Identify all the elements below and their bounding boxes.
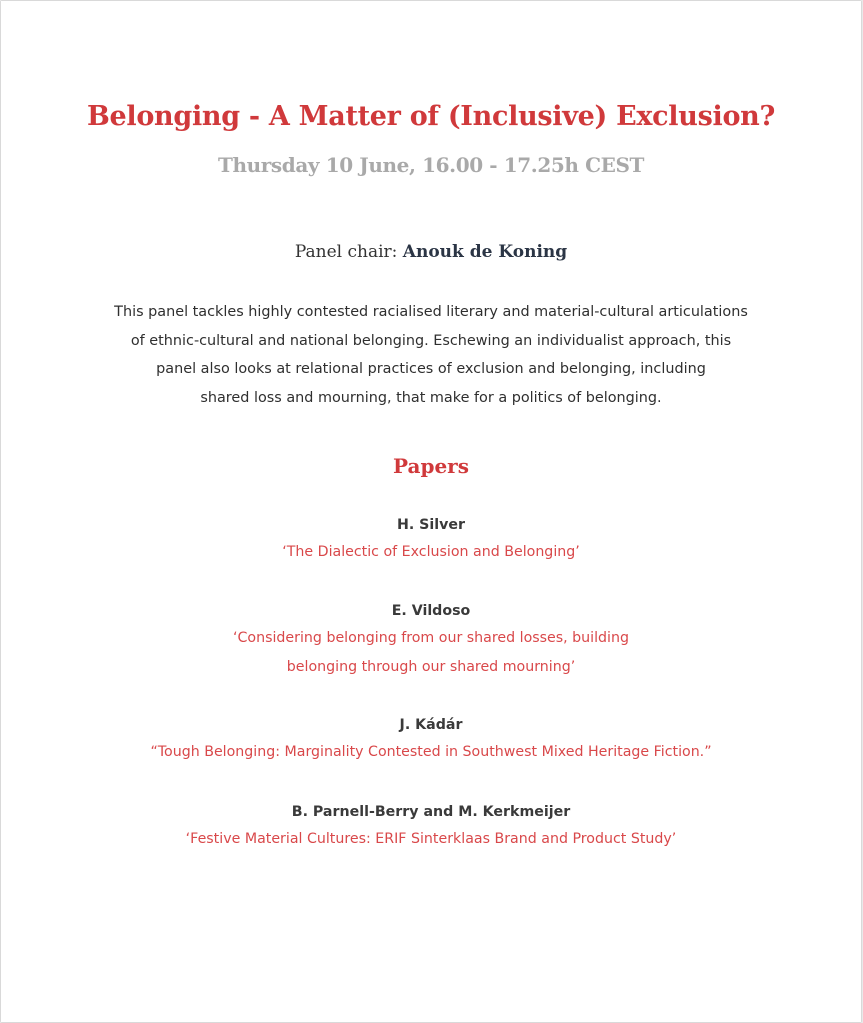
paper-title: “Tough Belonging: Marginality Contested in Southwest Mixed Heritage Fiction.”: [150, 744, 712, 760]
paper-author: J. Kádár: [399, 717, 463, 733]
paper-title: ‘The Dialectic of Exclusion and Belonging’: [282, 544, 580, 560]
papers-heading: Papers: [393, 454, 469, 478]
description-line: shared loss and mourning, that make for a politics of belonging.: [200, 389, 662, 406]
description-line: panel also looks at relational practices of exclusion and belonging, including: [156, 361, 706, 378]
paper-item: [1, 603, 861, 681]
paper-title: ‘Considering belonging from our shared losses, building: [233, 630, 629, 646]
paper-author: H. Silver: [396, 517, 465, 533]
paper-title: belonging through our shared mourning’: [286, 658, 576, 675]
document-page: [1, 1, 861, 1022]
panel-description: [1, 298, 861, 412]
panel-chair-name: Anouk de Koning: [402, 242, 568, 262]
description-line: This panel tackles highly contested racialised literary and material-cultural articulations: [114, 304, 748, 320]
panel-chair: [1, 242, 861, 262]
paper-item: [1, 517, 861, 567]
panel-date: Thursday 10 June, 16.00 - 17.25h CEST: [218, 153, 644, 177]
paper-author: E. Vildoso: [391, 603, 471, 619]
paper-item: [1, 717, 861, 767]
paper-title: ‘Festive Material Cultures: ERIF Sinterklaas Brand and Product Study’: [185, 831, 677, 847]
panel-title: Belonging - A Matter of (Inclusive) Exclusion?: [86, 101, 776, 132]
paper-item: [1, 804, 861, 854]
panel-chair-label: Panel chair:: [294, 242, 403, 262]
description-line: of ethnic-cultural and national belonging. Eschewing an individualist approach, this: [130, 332, 732, 349]
paper-author: B. Parnell-Berry and M. Kerkmeijer: [291, 804, 571, 820]
